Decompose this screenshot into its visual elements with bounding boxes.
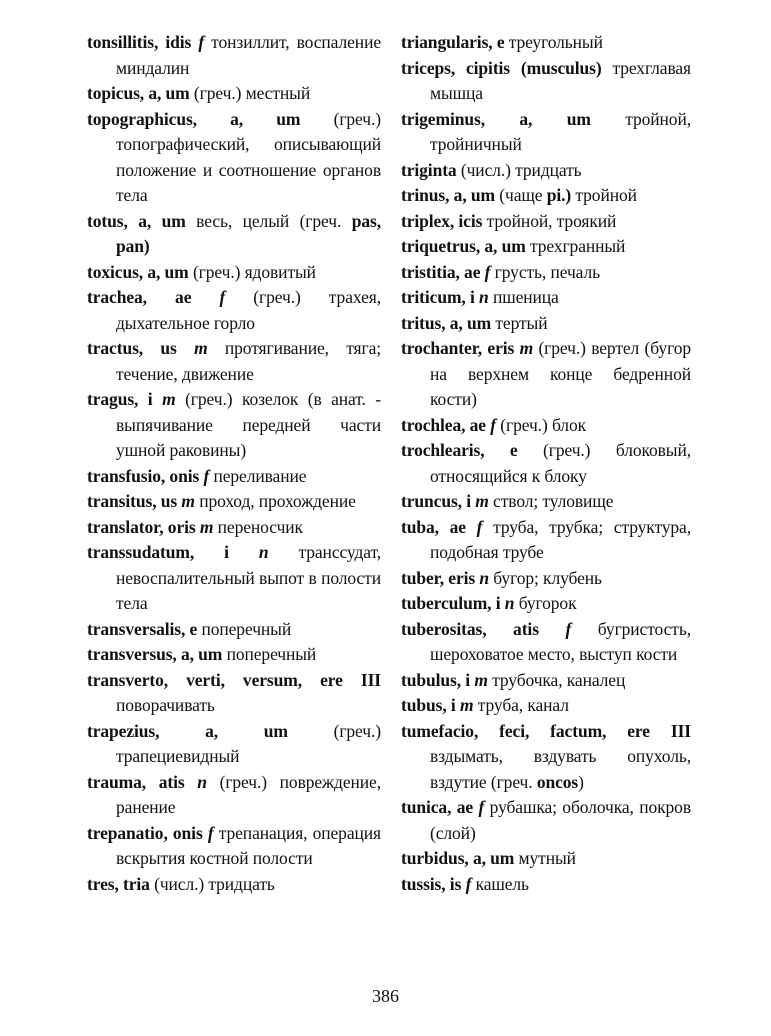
entry-headword: transverto, verti, versum, ere III bbox=[87, 669, 381, 690]
entry-translation: переносчик bbox=[213, 516, 303, 537]
entry-headword: totus, a, um bbox=[87, 210, 186, 231]
entry-headword: toxicus, a, um bbox=[87, 261, 189, 282]
entry-translation: (греч.) трапециевидный bbox=[116, 720, 381, 766]
entry-headword: tractus, us bbox=[87, 338, 177, 358]
entry-headword: tumefacio, feci, factum, ere III bbox=[401, 720, 691, 741]
entry-headword: turbidus, a, um bbox=[401, 848, 515, 868]
dictionary-entry bbox=[87, 719, 381, 770]
entry-headword: triceps, cipitis (musculus) bbox=[401, 57, 602, 78]
entry-translation: (греч.) блок bbox=[496, 414, 586, 435]
entry-gender: f bbox=[478, 797, 485, 817]
dictionary-entry bbox=[401, 719, 691, 796]
entry-headword: trachea, ae bbox=[87, 287, 192, 307]
entry-headword: tunica, ae bbox=[401, 797, 474, 817]
entry-translation: труба, трубка; структура, подобная трубе bbox=[430, 516, 692, 562]
entry-headword: triquetrus, a, um bbox=[401, 236, 526, 256]
dictionary-entry bbox=[87, 107, 381, 209]
entry-translation: тертый bbox=[491, 312, 548, 333]
entry-translation: (числ.) тридцать bbox=[149, 873, 275, 894]
dictionary-entry bbox=[401, 30, 691, 56]
entry-translation: труба, канал bbox=[473, 695, 569, 715]
entry-translation: (греч.) повреждение, ранение bbox=[116, 771, 381, 817]
entry-translation: трепанация, операция вскрытия костной полости bbox=[116, 822, 381, 868]
dictionary-entry bbox=[87, 387, 381, 464]
entry-gender: f bbox=[490, 414, 496, 435]
dictionary-entry bbox=[401, 413, 691, 439]
entry-translation: трехглавая мышца bbox=[430, 57, 691, 103]
dictionary-entry bbox=[401, 846, 691, 872]
entry-translation: мутный bbox=[514, 848, 576, 868]
entry-gender: m bbox=[519, 338, 534, 358]
entry-gender: f bbox=[565, 618, 572, 639]
dictionary-entry bbox=[87, 821, 381, 872]
entry-headword: trinus, a, um bbox=[401, 185, 495, 205]
dictionary-entry bbox=[401, 158, 691, 184]
entry-headword: tuber, eris bbox=[401, 567, 476, 588]
dictionary-entry bbox=[87, 540, 381, 617]
entry-gender: n bbox=[197, 771, 207, 792]
entry-headword: transitus, us bbox=[87, 491, 178, 511]
dictionary-entry bbox=[87, 489, 381, 515]
dictionary-entry bbox=[401, 285, 691, 311]
dictionary-entry bbox=[401, 693, 691, 719]
entry-headword: topographicus, a, um bbox=[87, 108, 301, 129]
dictionary-entry bbox=[87, 872, 381, 898]
entry-translation: бугор; клубень bbox=[489, 567, 602, 588]
entry-headword: trepanatio, onis bbox=[87, 822, 203, 843]
dictionary-entry bbox=[401, 107, 691, 158]
entry-translation: (греч.) местный bbox=[189, 83, 311, 103]
entry-headword: tritus, a, um bbox=[401, 312, 492, 333]
entry-headword: transsudatum, i bbox=[87, 542, 229, 562]
entry-headword: tragus, i bbox=[87, 389, 153, 409]
entry-gender: m bbox=[181, 491, 195, 511]
entry-translation: рубашка; оболочка, покров (слой) bbox=[430, 797, 691, 843]
entry-headword: tuberositas, atis bbox=[401, 618, 539, 639]
dictionary-entry bbox=[401, 795, 691, 846]
dictionary-entry bbox=[401, 668, 691, 694]
entry-gender: m bbox=[475, 491, 489, 511]
entry-translation: треугольный bbox=[504, 32, 603, 52]
entry-headword: triplex, icis bbox=[401, 210, 483, 231]
entry-translation: трехгранный bbox=[525, 236, 626, 256]
entry-translation: поперечный bbox=[197, 618, 292, 639]
entry-headword: tristitia, ae bbox=[401, 261, 481, 282]
entry-headword: transfusio, onis bbox=[87, 465, 200, 486]
dictionary-entry bbox=[87, 209, 381, 260]
dictionary-entry bbox=[401, 566, 691, 592]
dictionary-entry bbox=[87, 668, 381, 719]
entry-headword: tubulus, i bbox=[401, 669, 471, 690]
dictionary-entry bbox=[401, 209, 691, 235]
entry-translation: тройной, тройничный bbox=[430, 108, 691, 154]
entry-headword: trochlearis, e bbox=[401, 440, 518, 460]
entry-translation: ствол; туловище bbox=[488, 491, 614, 511]
entry-translation: вздымать, вздувать опухоль, вздутие (греч. bbox=[430, 746, 691, 792]
entry-translation: грусть, печаль bbox=[490, 261, 600, 282]
entry-gender: n bbox=[479, 287, 489, 307]
entry-gender: n bbox=[479, 567, 490, 588]
entry-translation-tail: тройной bbox=[571, 185, 637, 205]
entry-headword: triticum, i bbox=[401, 287, 475, 307]
entry-gender: m bbox=[194, 338, 208, 358]
entry-translation: (греч.) вертел (бугор на верхнем конце бедренной кости) bbox=[430, 338, 692, 409]
dictionary-entry bbox=[87, 464, 381, 490]
entry-translation: пшеница bbox=[488, 287, 559, 307]
entry-headword: trochlea, ae bbox=[401, 414, 486, 435]
entry-translation: (греч.) козелок (в анат. - выпячивание передней части ушной раковины) bbox=[116, 389, 381, 460]
dictionary-entry bbox=[401, 591, 691, 617]
entry-translation: весь, целый (греч. bbox=[185, 210, 352, 231]
entry-gender: f bbox=[207, 822, 214, 843]
page-number: 386 bbox=[372, 986, 399, 1006]
entry-gender: m bbox=[162, 389, 176, 409]
dictionary-entry bbox=[401, 872, 691, 898]
dictionary-entry bbox=[401, 617, 691, 668]
entry-translation-bold: pas, pan) bbox=[116, 210, 381, 256]
entry-headword: triginta bbox=[401, 159, 457, 180]
entry-gender: f bbox=[219, 287, 226, 307]
dictionary-entry bbox=[401, 336, 691, 413]
dictionary-entry bbox=[401, 438, 691, 489]
entry-gender: m bbox=[474, 669, 488, 690]
right-column bbox=[401, 30, 691, 897]
entry-translation: (чаще bbox=[495, 185, 547, 205]
dictionary-entry bbox=[401, 489, 691, 515]
entry-translation: протягивание, тяга; течение, движение bbox=[116, 338, 382, 384]
entry-headword: tussis, is bbox=[401, 873, 462, 894]
entry-translation: транссудат, невоспалительный выпот в полости тела bbox=[116, 542, 381, 613]
dictionary-entry bbox=[87, 81, 381, 107]
entry-headword: trapezius, a, um bbox=[87, 720, 288, 741]
entry-translation: трубочка, каналец bbox=[487, 669, 626, 690]
dictionary-entry bbox=[87, 515, 381, 541]
dictionary-entry bbox=[87, 770, 381, 821]
entry-translation: тонзиллит, воспаление миндалин bbox=[116, 32, 381, 78]
dictionary-entry bbox=[87, 336, 381, 387]
entry-gender: f bbox=[484, 261, 491, 282]
entry-headword: trigeminus, a, um bbox=[401, 108, 591, 129]
entry-translation-bold: oncos bbox=[536, 771, 579, 792]
entry-translation: бугорок bbox=[514, 593, 577, 613]
entry-headword: tuba, ae bbox=[401, 516, 466, 537]
entry-headword: topicus, a, um bbox=[87, 83, 190, 103]
dictionary-entry bbox=[401, 56, 691, 107]
entry-translation: кашель bbox=[471, 873, 529, 894]
entry-translation: (греч.) ядовитый bbox=[188, 261, 316, 282]
entry-gender: f bbox=[465, 873, 472, 894]
entry-headword: trauma, atis bbox=[87, 771, 185, 792]
entry-translation: проход, прохождение bbox=[194, 491, 356, 511]
entry-translation-tail: ) bbox=[578, 771, 584, 792]
entry-translation: тройной, троякий bbox=[482, 210, 617, 231]
dictionary-entry bbox=[87, 642, 381, 668]
entry-gender: m bbox=[199, 516, 214, 537]
entry-gender: m bbox=[459, 695, 474, 715]
entry-headword: translator, oris bbox=[87, 516, 196, 537]
dictionary-entry bbox=[87, 260, 381, 286]
entry-translation: поворачивать bbox=[116, 695, 215, 715]
dictionary-entry bbox=[401, 183, 691, 209]
entry-headword: truncus, i bbox=[401, 491, 471, 511]
entry-headword: tuberculum, i bbox=[401, 593, 501, 613]
entry-headword: transversalis, e bbox=[87, 618, 198, 639]
dictionary-entry bbox=[401, 260, 691, 286]
entry-gender: n bbox=[258, 542, 269, 562]
dictionary-entry bbox=[87, 285, 381, 336]
entry-translation: (греч.) трахея, дыхательное горло bbox=[116, 287, 381, 333]
entry-headword: triangularis, e bbox=[401, 32, 505, 52]
entry-gender: f bbox=[476, 516, 483, 537]
dictionary-entry bbox=[401, 311, 691, 337]
dictionary-entry bbox=[87, 617, 381, 643]
entry-translation: бугристость, шероховатое место, выступ кости bbox=[430, 618, 692, 664]
entry-translation: (числ.) тридцать bbox=[456, 159, 582, 180]
entry-headword: trochanter, eris bbox=[401, 338, 515, 358]
entry-headword: tubus, i bbox=[401, 695, 456, 715]
entry-headword: tres, tria bbox=[87, 873, 150, 894]
entry-headword: tonsillitis, idis bbox=[87, 32, 192, 52]
entry-gender: f bbox=[198, 32, 205, 52]
dictionary-entry bbox=[401, 515, 691, 566]
dictionary-entry bbox=[401, 234, 691, 260]
entry-translation: поперечный bbox=[222, 644, 317, 664]
entry-translation: (греч.) топографический, описывающий положение и соотношение органов тела bbox=[116, 108, 381, 205]
entry-gender: f bbox=[203, 465, 210, 486]
entry-translation: (греч.) блоковый, относящийся к блоку bbox=[430, 440, 691, 486]
left-column bbox=[87, 30, 381, 897]
entry-headword: transversus, a, um bbox=[87, 644, 223, 664]
entry-gender: n bbox=[504, 593, 515, 613]
entry-translation-bold: pi.) bbox=[546, 185, 572, 205]
entry-translation: переливание bbox=[209, 465, 307, 486]
dictionary-entry bbox=[87, 30, 381, 81]
